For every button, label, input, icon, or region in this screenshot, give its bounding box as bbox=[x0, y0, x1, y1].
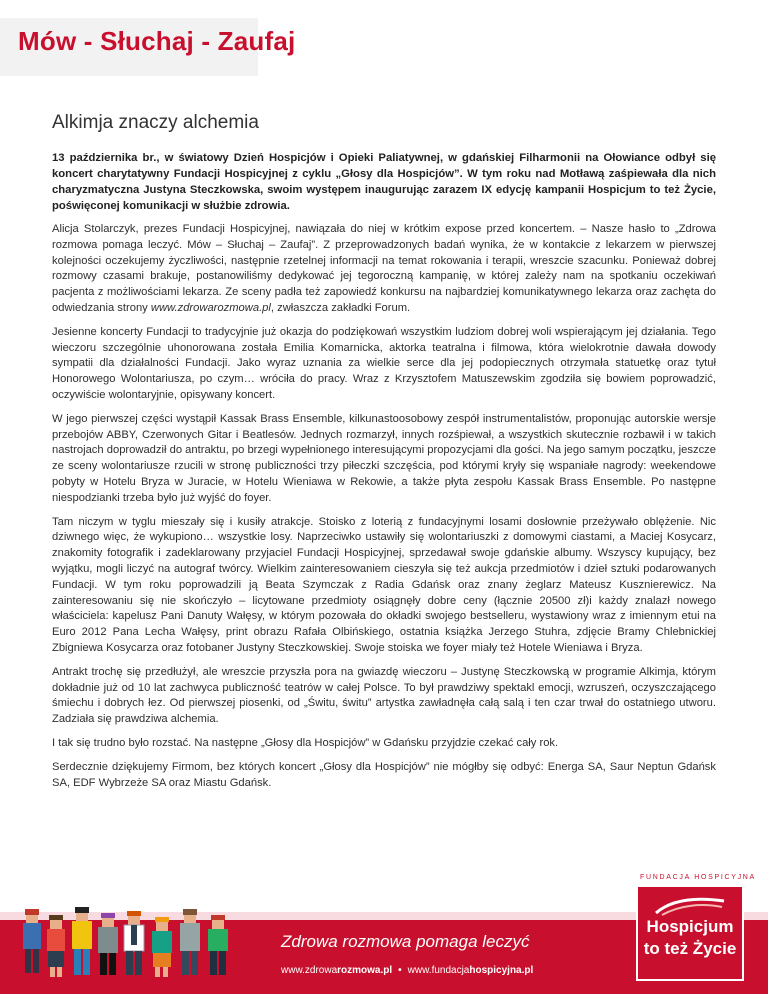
paragraph-1-end: , zwłaszcza zakładki Forum. bbox=[270, 301, 411, 314]
hospicjum-logo bbox=[636, 885, 744, 981]
foundation-label: FUNDACJA HOSPICYJNA bbox=[640, 874, 756, 881]
paragraph-4: Tam niczym w tyglu mieszały się i kusiły atrakcje. Stoisko z loterią z fundacyjnymi losami dosłownie przeżywało oblężenie. Nic dziwnego więc, że wykupiono… wszystkie losy. Naprzeciwko ustawiły się wolontariuszki z domowymi ciastami, a Maciej Kosycarz, znakomity fotografik i zadeklarowany przyjaciel Fundacji Hospicyjnej, sprzedawał swoje gdańskie albumy. Wszyscy kupujący, bez wyjątku, mogli liczyć na autograf twórcy. Wielkim zainteresowaniem cieszyła się też aukcja przedmiotów i dzieł sztuki podarowanych Fundacji. W tym roku poprowadzili ją Beata Szymczak z Radia Gdańsk oraz znany żeglarz Mateusz Kusznierewicz. Na zainteresowaniu się nie skończyło – licytowane przedmioty osiągnęły dobre ceny (łącznie 20500 zł)i każdy znalazł nowego właściciela: kapelusz Pani Danuty Wałęsy, w którym pozowała do okładki swojego bestselleru, wystawiony wraz z imiennym etui na Euro 2012 Pana Lecha Wałęsy, print obrazu Rafała Olbińskiego, ostatnia książka Jerzego Stuhra, zdjęcie Bramy Chlebnickiej Zbigniewa Kosycarza oraz fotobaner Justyny Steczkowskiej. Swoje stoiska we foyer miały też Hotele Wieniawa i Bryza. bbox=[52, 515, 716, 654]
article-title: Alkimja znaczy alchemia bbox=[52, 112, 259, 133]
footer-slogan: Zdrowa rozmowa pomaga leczyć bbox=[281, 932, 530, 951]
logo-line-2: to też Życie bbox=[643, 939, 737, 958]
swoosh-icon bbox=[652, 895, 728, 917]
page-title: Mów - Słuchaj - Zaufaj bbox=[18, 26, 296, 56]
logo-line-1: Hospicjum bbox=[646, 917, 734, 936]
article bbox=[52, 112, 716, 799]
link-separator: • bbox=[398, 965, 402, 976]
paragraph-1-text: Alicja Stolarczyk, prezes Fundacji Hospicyjnej, nawiązała do niej w krótkim expose przed koncertem. – Nasze hasło to „Zdrowa rozmowa pomaga leczyć. Mów – Słuchaj – Zaufaj”. Z przeprowadzonych badań wynika, że w kontakcie z lekarzem w pierwszej kolejności oczekujemy życzliwości, następnie rzetelnej informacji na temat rokowania i terapii, wreszcie szacunku. Ponieważ dobrej rozmowy czasami brakuje, postanowiliśmy dedykować jej tegoroczną kampanię, w której zależy nam na spotkaniu oczekiwań pacjenta z możliwościami lekarza. Ze sceny padła też zapowiedź konkursu na najbardziej komunikatywnego lekarza oraz zachęta do odwiedzania strony bbox=[52, 223, 716, 314]
paragraph-2: Jesienne koncerty Fundacji to tradycyjnie już okazja do podziękowań wszystkim ludziom dobrej woli wspierającym jej działania. Tego wieczoru szczególnie uhonorowana została Emilia Komarnicka, aktorka teatralna i filmowa, która wielokrotnie dawała dowody sympatii dla działalności Fundacji. Jako wyraz uznania za wielkie serce dla jej podopiecznych otrzymała statuetkę oraz tytuł Honorowego Wolontariusza, po czym… wróciła do pracy. Wraz z Krzysztofem Matuszewskim zgodziła się bowiem poprowadzić, oczywiście wolontaryjnie, opisywany koncert. bbox=[52, 325, 716, 401]
paragraph-3: W jego pierwszej części wystąpił Kassak Brass Ensemble, kilkunastoosobowy zespół instrumentalistów, proponując autorskie wersje przebojów ABBY, Czerwonych Gitar i Beatlesów. Jednych rozmarzył, innych rozśpiewał, a wszystkich skutecznie rozbawił i w takich nastrojach doprowadził do antraktu, po brzegi wypełnionego interesującymi propozycjami dla gości. Na jego samym początku, jeszcze ze sceny wolontariusze rzucili w stronę publiczności trzy piłeczki szczęścia, pod którymi kryły się wspaniałe nagrody: weekendowe pobyty w Hotelu Bryza w Juracie, w Hotelu Wieniawa w Rekowie, a także płyta zespołu Kassak Brass Ensemble. Po następne niespodzianki trzeba było już wyjść do foyer. bbox=[52, 412, 716, 504]
pixel-people-icon bbox=[18, 905, 258, 990]
paragraph-6: I tak się trudno było rozstać. Na następne „Głosy dla Hospicjów” w Gdańsku przyjdzie czekać cały rok. bbox=[52, 736, 559, 749]
fundacjahospicyjna-footer-link[interactable]: www.fundacjahospicyjna.pl bbox=[407, 965, 534, 976]
article-lead: 13 października br., w światowy Dzień Hospicjów i Opieki Paliatywnej, w gdańskiej Filharmonii na Ołowiance odbył się koncert charytatywny Fundacji Hospicyjnej z cyklu „Głosy dla Hospicjów”. W tym roku nad Motławą zaśpiewała dla nich charyzmatyczna Justyna Steczkowska, swoim występem inaugurując zarazem IX edycję kampanii Hospicjum to też Życie, poświęconej komunikacji w służbie zdrowia. bbox=[52, 152, 716, 212]
paragraph-7: Serdecznie dziękujemy Firmom, bez których koncert „Głosy dla Hospicjów” nie mógłby się odbyć: Energa SA, Saur Neptun Gdańsk SA, EDF Wybrzeże SA oraz Miastu Gdańsk. bbox=[52, 760, 716, 789]
zdrowarozmowa-link[interactable]: www.zdrowarozmowa.pl bbox=[150, 301, 271, 314]
footer-links bbox=[281, 965, 533, 976]
paragraph-1 bbox=[52, 222, 716, 317]
paragraph-5: Antrakt trochę się przedłużył, ale wreszcie przyszła pora na gwiazdę wieczoru – Justynę Steczkowską w programie Alkimja, którym dokładnie już od 10 lat zachwyca publiczność teatrów w całej Polsce. To był prawdziwy spektakl emocji, wzruszeń, oczyszczającego śmiechu i dobrych łez. Od pierwszej piosenki, od „Świtu, świtu” artystka zawładnęła całą salą i ten czar trwał do ostatniego utworu. Zadziała się prawdziwa alchemia. bbox=[52, 665, 716, 726]
zdrowarozmowa-footer-link[interactable]: www.zdrowarozmowa.pl bbox=[281, 965, 393, 976]
